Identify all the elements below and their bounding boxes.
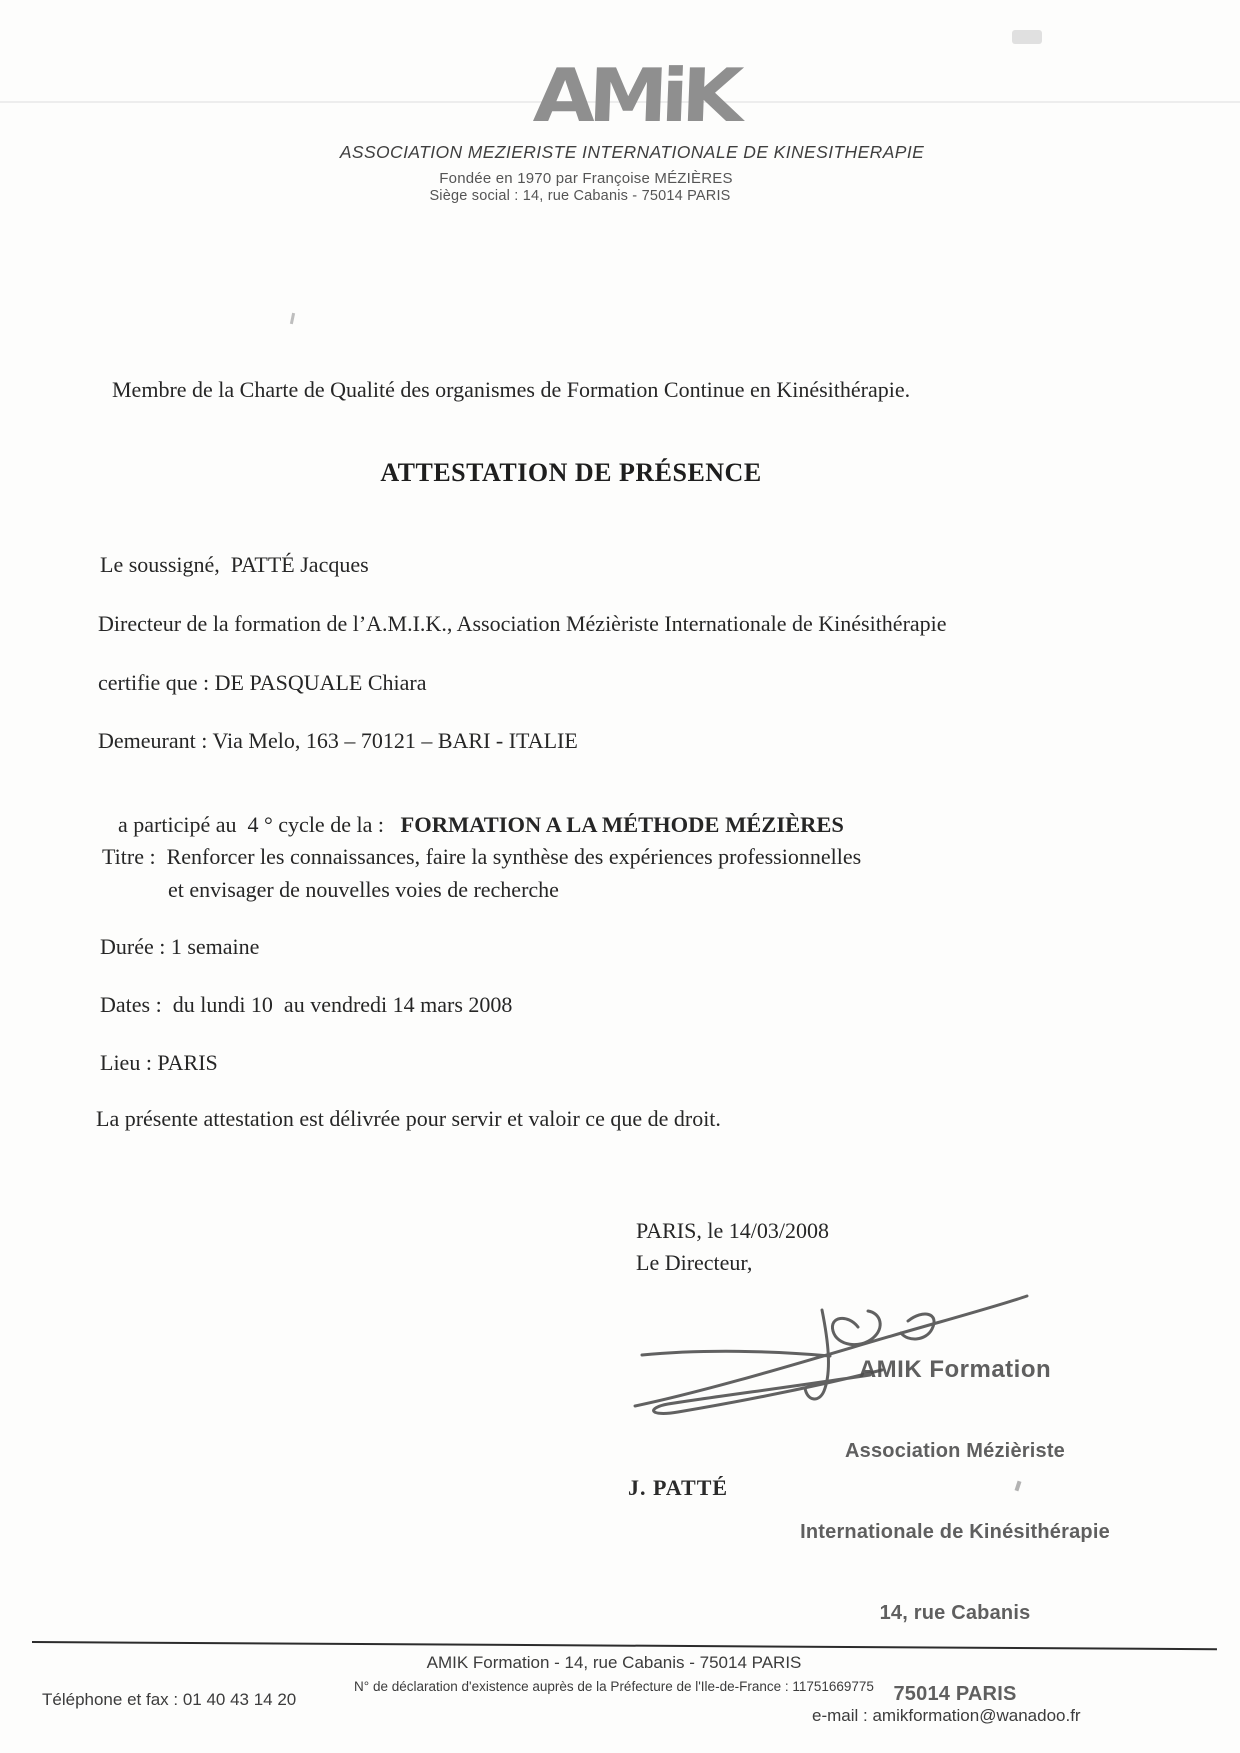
footer-phone: Téléphone et fax : 01 40 43 14 20 [42,1690,297,1709]
head-office-line: Siège social : 14, rue Cabanis - 75014 PARIS [429,188,731,204]
course-title-line2: et envisager de nouvelles voies de recherche [168,877,559,902]
association-tagline: ASSOCIATION MEZIERISTE INTERNATIONALE DE KINESITHERAPIE [339,142,925,162]
founded-line: Fondée en 1970 par Françoise MÉZIÈRES [439,170,733,187]
place-date-line: PARIS, le 14/03/2008 [636,1218,829,1243]
duration-line: Durée : 1 semaine [100,934,260,959]
signatory-name: J. PATTÉ [628,1475,729,1500]
handwritten-signature [620,1285,1040,1430]
dates-line: Dates : du lundi 10 au vendredi 14 mars 2008 [100,992,513,1017]
stamp-line3: Internationale de Kinésithérapie [800,1521,1110,1543]
amik-logo: AMiK [531,52,739,139]
footer-declaration-line: N° de déclaration d'existence auprès de la Préfecture de l'Ile-de-France : 11751669775 [354,1679,874,1694]
document-title: ATTESTATION DE PRÉSENCE [380,458,762,487]
footer-email: e-mail : amikformation@wanadoo.fr [812,1706,1081,1725]
scan-speck [290,313,295,324]
stamp-line1: AMIK Formation [858,1356,1052,1383]
stamp-line4: 14, rue Cabanis [879,1602,1031,1624]
stamp-line5: 75014 PARIS [893,1683,1017,1705]
location-line: Lieu : PARIS [100,1050,218,1075]
director-label: Le Directeur, [636,1250,753,1275]
course-title-line1: Titre : Renforcer les connaissances, faire la synthèse des expériences professionnelles [102,844,862,869]
scan-speck [1012,30,1042,44]
participation-prefix: a participé au 4 ° cycle de la : [118,812,401,837]
director-line: Directeur de la formation de l’A.M.I.K., Association Mézièriste Internationale de Kinésithérapie [98,611,947,636]
footer-org-line: AMIK Formation - 14, rue Cabanis - 75014 PARIS [426,1653,802,1672]
undersigned-line: Le soussigné, PATTÉ Jacques [100,552,369,577]
certifies-line: certifie que : DE PASQUALE Chiara [98,670,427,695]
participation-course: FORMATION A LA MÉTHODE MÉZIÈRES [400,812,844,837]
closing-line: La présente attestation est délivrée pour servir et valoir ce que de droit. [96,1106,721,1131]
residence-line: Demeurant : Via Melo, 163 – 70121 – BARI - ITALIE [98,728,578,753]
stamp-line2: Association Mézièriste [844,1440,1066,1462]
membership-line: Membre de la Charte de Qualité des organismes de Formation Continue en Kinésithérapie. [112,377,911,402]
